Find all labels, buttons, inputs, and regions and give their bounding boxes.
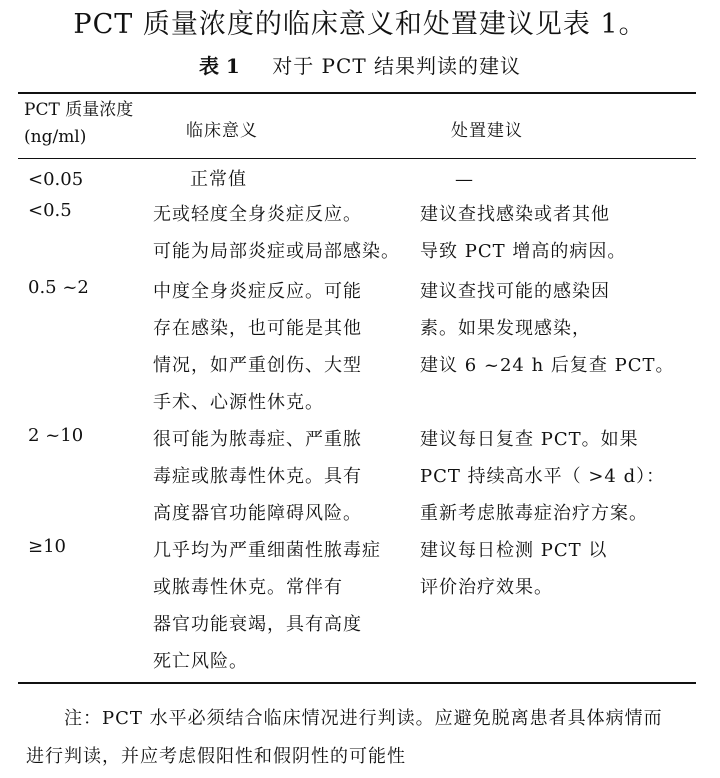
header-concentration (24, 97, 133, 151)
cell-line: 很可能为脓毒症、严重脓 (153, 429, 362, 450)
cell-advice (455, 165, 720, 194)
table-number: 表 1 (198, 54, 240, 78)
cell-line: 情况，如严重创伤、大型 (153, 355, 362, 376)
cell-line: 建议每日检测 PCT 以 (420, 540, 608, 561)
cell-concentration: ≥10 (28, 536, 66, 557)
cell-line: 高度器官功能障碍风险。 (153, 503, 362, 524)
header-concentration-unit: (ng/ml) (24, 127, 87, 147)
cell-line: 中度全身炎症反应。可能 (153, 281, 362, 302)
table-header-rule (18, 158, 696, 159)
table-title: 对于 PCT 结果判读的建议 (272, 54, 522, 78)
cell-line: — (455, 169, 474, 190)
cell-line: 手术、心源性休克。 (153, 392, 324, 413)
cell-line: 正常值 (190, 169, 247, 190)
cell-line: 存在感染，也可能是其他 (153, 318, 362, 339)
cell-line: 器官功能衰竭，具有高度 (153, 614, 362, 635)
cell-advice (420, 196, 700, 270)
cell-advice (420, 532, 700, 606)
cell-line: 死亡风险。 (153, 651, 248, 672)
cell-line: 可能为局部炎症或局部感染。 (153, 241, 400, 262)
header-advice: 处置建议 (451, 121, 523, 141)
cell-line: 评价治疗效果。 (420, 577, 553, 598)
cell-line: 或脓毒性休克。常伴有 (153, 577, 343, 598)
cell-line: PCT 持续高水平（ >4 d）： (420, 466, 666, 487)
cell-significance (153, 421, 403, 532)
cell-line: 建议每日复查 PCT。如果 (420, 429, 639, 450)
cell-line: 无或轻度全身炎症反应。 (153, 204, 362, 225)
cell-line: 重新考虑脓毒症治疗方案。 (420, 503, 648, 524)
header-significance: 临床意义 (186, 121, 258, 141)
table-note-line2: 进行判读，并应考虑假阳性和假阴性的可能性 (26, 746, 406, 767)
intro-sentence: PCT 质量浓度的临床意义和处置建议见表 1。 (73, 9, 647, 40)
cell-line: 建议查找感染或者其他 (420, 204, 610, 225)
table-bottom-rule (18, 682, 696, 684)
cell-concentration: <0.05 (28, 169, 84, 190)
cell-line: 建议查找可能的感染因 (420, 281, 610, 302)
cell-concentration: 2 ~10 (28, 425, 84, 446)
cell-line: 导致 PCT 增高的病因。 (420, 241, 627, 262)
cell-advice (420, 421, 700, 532)
cell-line: 几乎均为严重细菌性脓毒症 (153, 540, 381, 561)
cell-significance (153, 196, 403, 270)
table-top-rule (18, 92, 696, 94)
cell-advice (420, 273, 700, 384)
table-note (26, 700, 706, 776)
header-concentration-line1: PCT 质量浓度 (24, 100, 134, 120)
cell-significance (153, 273, 403, 421)
table-caption (0, 50, 720, 79)
cell-significance (190, 165, 440, 194)
cell-significance (153, 532, 403, 680)
cell-line: 建议 6 ~24 h 后复查 PCT。 (420, 355, 675, 376)
cell-line: 毒症或脓毒性休克。具有 (153, 466, 362, 487)
table-note-line1: 注：PCT 水平必须结合临床情况进行判读。应避免脱离患者具体病情而 (64, 708, 663, 729)
cell-concentration: <0.5 (28, 200, 72, 221)
cell-concentration: 0.5 ~2 (28, 277, 89, 298)
cell-line: 素。如果发现感染， (420, 318, 591, 339)
